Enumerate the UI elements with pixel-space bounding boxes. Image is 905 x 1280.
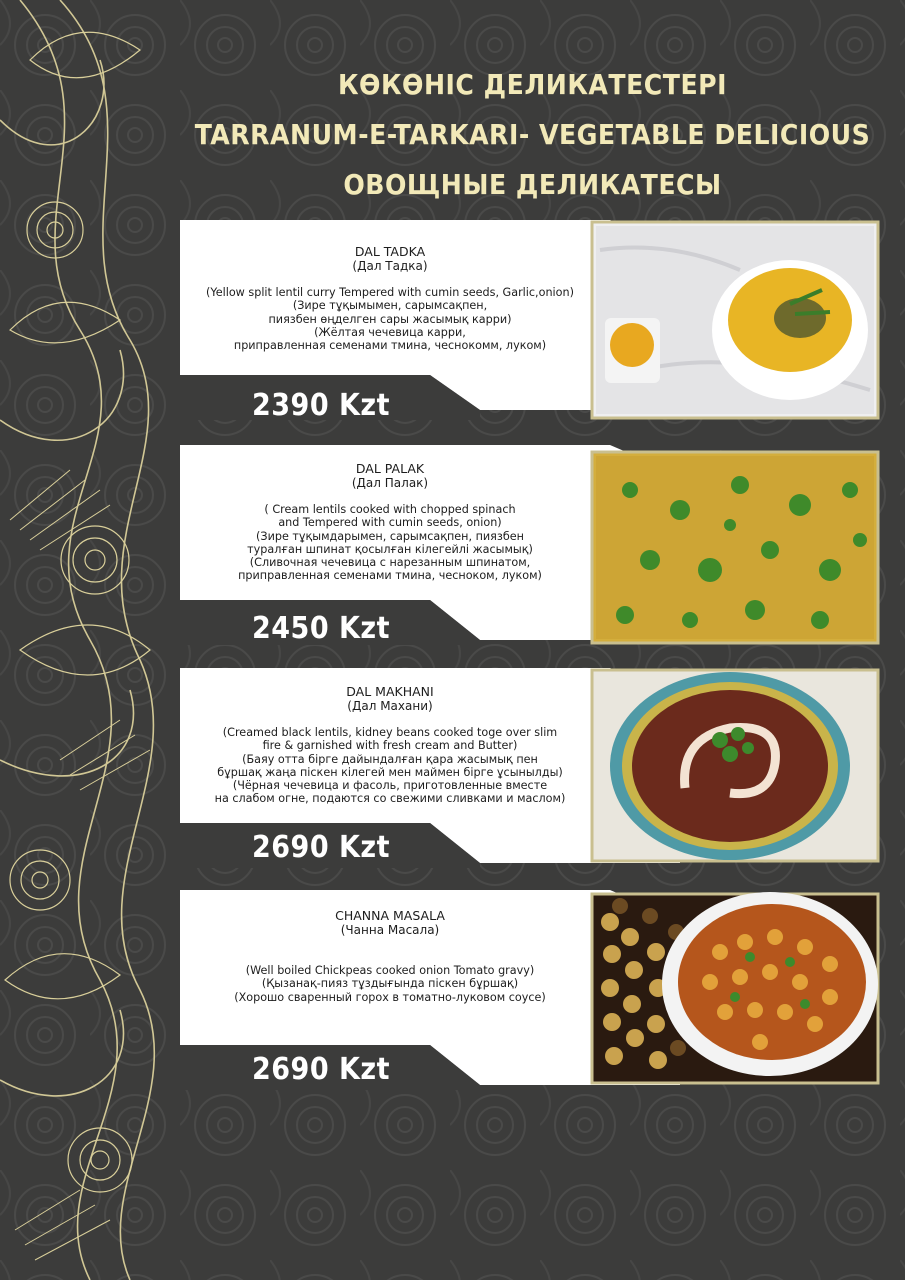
item-desc-line: (Баяу отта бірге дайындалған қара жасымық пен [242,752,538,766]
menu-item-dal-palak[interactable] [180,445,905,645]
item-desc-line: пиязбен өңделген сары жасымық карри) [268,312,512,326]
yellow-lentil-soup-photo [590,220,880,420]
item-desc-line: (Сливочная чечевица с нарезанным шпинатом, [249,556,531,570]
spinach-lentil-photo [590,450,880,645]
item-desc-line: на слабом огне, подаются со свежими сливками и маслом) [214,792,566,806]
item-desc-line: туралған шпинат қосылған кілегейлі жасымық) [247,542,533,556]
item-desc-line: and Tempered with cumin seeds, onion) [278,516,502,530]
item-name: CHANNA MASALA [335,908,445,923]
item-desc-line: приправленная семенами тмина, чесноком, луком) [238,569,542,583]
black-lentil-bowl-photo [590,668,880,863]
page-title-english: TARRANUM-E-TARKARI- VEGETABLE DELICIOUS [194,118,871,151]
item-desc-line: (Хорошо сваренный горох в томатно-луковом соусе) [234,990,546,1004]
item-price: 2690 Kzt [252,830,391,865]
item-local-name: (Чанна Масала) [340,923,440,937]
item-description [180,684,600,806]
item-desc-line: (Зире тұқымдарымен, сарымсақпен, пиязбен [256,529,524,543]
item-desc-line: (Жёлтая чечевица карри, [314,325,466,339]
item-desc-line: (Қызанақ-пияз тұздығында піскен бұршақ) [261,977,519,991]
menu-item-dal-makhani[interactable] [180,668,905,868]
item-name: DAL MAKHANI [346,684,434,699]
item-desc-line: приправленная семенами тмина, чеснокомм, луком) [233,339,547,353]
item-desc-line: fire & garnished with fresh cream and Butter) [262,739,518,753]
chickpea-curry-photo [590,892,880,1085]
item-desc-line: ( Cream lentils cooked with chopped spinach [264,503,516,516]
item-desc-line: бұршақ жаңа піскен кілегей мен маймен бірге ұсынылды) [217,765,563,779]
item-local-name: (Дал Тадка) [352,259,428,273]
item-name: DAL TADKA [354,244,426,259]
item-description [180,244,600,352]
item-name: DAL PALAK [355,461,425,476]
item-desc-line: (Creamed black lentils, kidney beans cooked toge over slim [222,726,558,739]
menu-item-channa-masala[interactable] [180,890,905,1090]
page-title-kazakh: КӨКӨНІС ДЕЛИКАТЕСТЕРІ [337,68,728,101]
item-desc-line: (Yellow split lentil curry Tempered with cumin seeds, Garlic,onion) [206,286,574,299]
item-desc-line: (Зире тұқымымен, сарымсақпен, [292,299,488,313]
item-desc-line: (Well boiled Chickpeas cooked onion Tomato gravy) [245,964,535,977]
menu-item-dal-tadka[interactable] [180,220,905,423]
item-description [180,461,600,583]
item-price: 2450 Kzt [252,611,391,646]
item-price: 2690 Kzt [252,1052,391,1087]
item-desc-line: (Чёрная чечевица и фасоль, приготовленные вместе [232,779,548,793]
item-price: 2390 Kzt [252,388,391,423]
item-local-name: (Дал Махани) [347,699,433,713]
item-description [180,908,600,1004]
page-title-russian: ОВОЩНЫЕ ДЕЛИКАТЕСЫ [343,168,722,201]
item-local-name: (Дал Палак) [351,476,429,490]
